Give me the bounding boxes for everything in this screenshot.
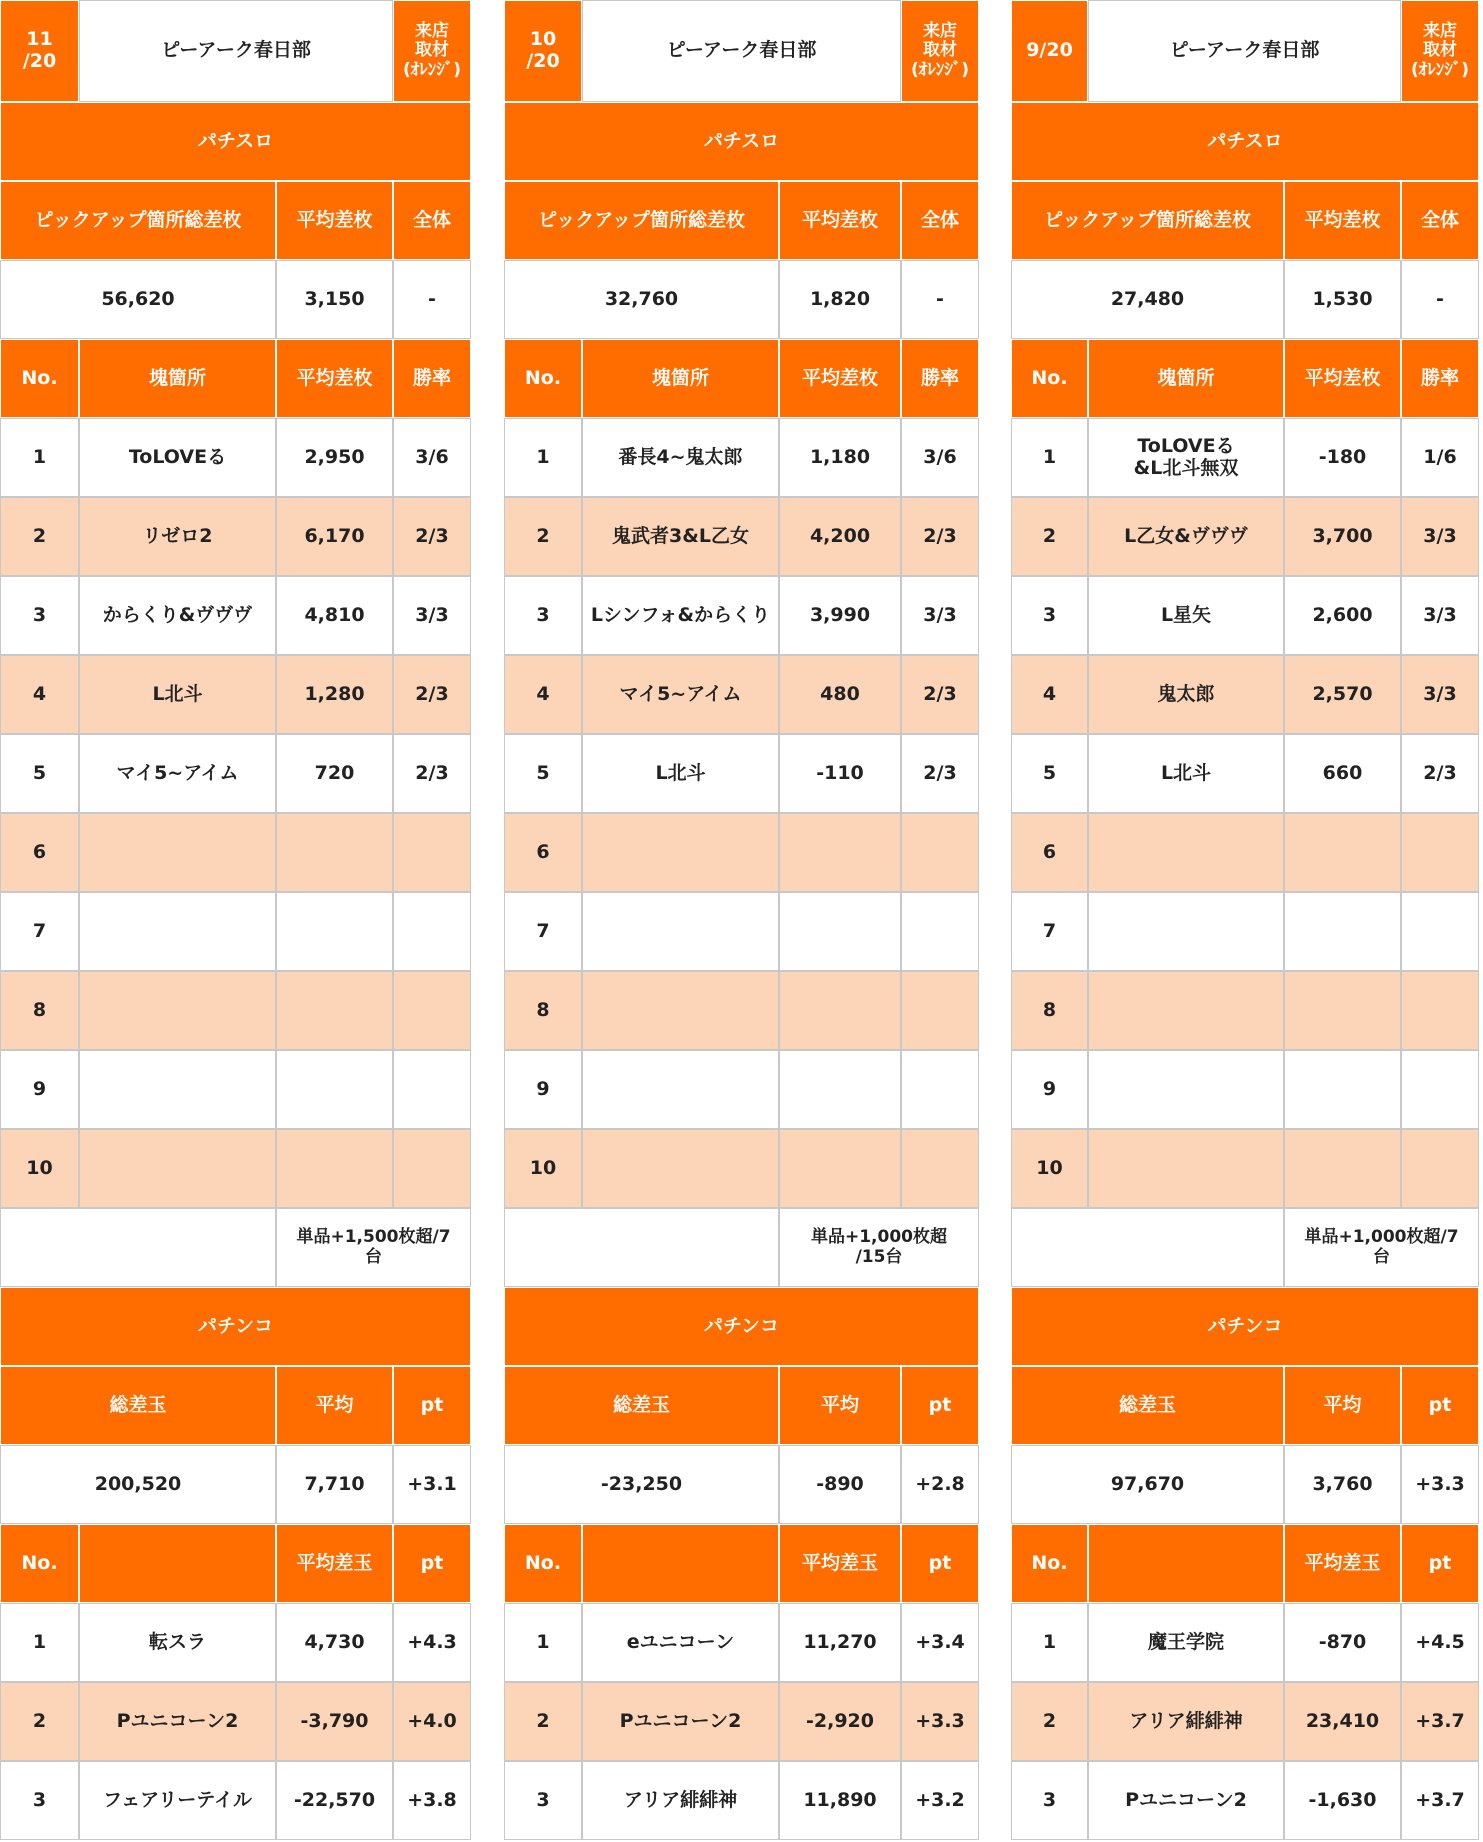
pachinko-table-cell: Pユニコーン2 [582,1682,779,1761]
slot-table-cell [901,1050,979,1129]
slot-table-cell: 3,990 [779,576,901,655]
slot-table-cell: 番長4~鬼太郎 [582,418,779,497]
slot-summary-overall: - [1401,260,1479,339]
pachinko-table-cell: 2 [0,1682,79,1761]
pachinko-table-cell: 1 [504,1603,582,1682]
slot-column-header: No. [1011,339,1088,418]
slot-table-cell [393,813,471,892]
pachinko-table-cell: -1,630 [1284,1761,1401,1840]
pachinko-table-cell: Pユニコーン2 [1088,1761,1284,1840]
slot-table-cell [276,971,393,1050]
slot-table-cell: 3 [504,576,582,655]
pachinko-summary-header-avg: 平均 [779,1366,901,1445]
slot-table-cell: 3/6 [901,418,979,497]
slot-table-cell [1401,813,1479,892]
pachinko-summary-header-total: 総差玉 [504,1366,779,1445]
slot-table-cell [79,1129,276,1208]
slot-table-cell: 8 [504,971,582,1050]
slot-table-cell: 2/3 [393,734,471,813]
pachinko-table-cell: +3.7 [1401,1761,1479,1840]
slot-table-cell [582,813,779,892]
slot-summary-total: 32,760 [504,260,779,339]
date-cell: 11 /20 [0,0,79,102]
pachinko-table-cell: 3 [0,1761,79,1840]
slot-table-cell [393,971,471,1050]
slot-column-header: 塊箇所 [1088,339,1284,418]
slot-table-cell [276,1129,393,1208]
slot-table-cell: 6,170 [276,497,393,576]
slot-note-spacer [0,1208,276,1287]
slot-table-cell: 6 [504,813,582,892]
pachinko-summary-pt: +3.3 [1401,1445,1479,1524]
slot-table-cell: 3 [0,576,79,655]
slot-table-cell [779,1129,901,1208]
pachinko-column-header: 平均差玉 [1284,1524,1401,1603]
report-panel-2 [504,0,979,1842]
pachinko-section-title: パチンコ [504,1287,979,1366]
slot-table-cell: 8 [0,971,79,1050]
pachinko-column-header [79,1524,276,1603]
slot-table-cell [901,892,979,971]
slot-section-title: パチスロ [0,102,471,181]
slot-table-cell: 5 [504,734,582,813]
store-name: ピーアーク春日部 [79,0,393,102]
slot-column-header: 塊箇所 [79,339,276,418]
pachinko-table-cell: 3 [504,1761,582,1840]
slot-table-cell [1284,892,1401,971]
pachinko-column-header: pt [1401,1524,1479,1603]
slot-table-cell: 7 [504,892,582,971]
pachinko-table-cell: +4.0 [393,1682,471,1761]
slot-table-cell [1088,813,1284,892]
pachinko-table-cell: 2 [504,1682,582,1761]
slot-table-cell: 4,810 [276,576,393,655]
slot-table-cell [901,1129,979,1208]
pachinko-summary-pt: +3.1 [393,1445,471,1524]
slot-table-cell [393,1050,471,1129]
slot-table-cell: 10 [1011,1129,1088,1208]
slot-summary-header-overall: 全体 [1401,181,1479,260]
slot-table-cell: 9 [0,1050,79,1129]
slot-table-cell: 3/6 [393,418,471,497]
slot-table-cell: 2/3 [393,497,471,576]
slot-table-cell: 2 [0,497,79,576]
pachinko-column-header: 平均差玉 [276,1524,393,1603]
pachinko-table-cell: +4.3 [393,1603,471,1682]
slot-table-cell [1401,1129,1479,1208]
slot-table-cell: 2/3 [393,655,471,734]
slot-table-cell: 7 [1011,892,1088,971]
slot-table-cell [1401,892,1479,971]
slot-table-cell: 2/3 [901,497,979,576]
pachinko-table-cell: 11,890 [779,1761,901,1840]
slot-table-cell: 2,570 [1284,655,1401,734]
pachinko-column-header: pt [393,1524,471,1603]
slot-table-cell [79,892,276,971]
pachinko-section-title: パチンコ [0,1287,471,1366]
slot-table-cell [901,971,979,1050]
slot-table-cell [1284,971,1401,1050]
slot-table-cell: 1/6 [1401,418,1479,497]
slot-column-header: 勝率 [901,339,979,418]
slot-table-cell: 10 [504,1129,582,1208]
slot-note: 単品+1,000枚超 /15台 [779,1208,979,1287]
slot-table-cell [276,1050,393,1129]
pachinko-table-cell: 23,410 [1284,1682,1401,1761]
slot-table-cell: L北斗 [79,655,276,734]
slot-table-cell: 5 [0,734,79,813]
pachinko-table-cell: -870 [1284,1603,1401,1682]
slot-table-cell [393,892,471,971]
pachinko-table-cell: アリア緋緋神 [1088,1682,1284,1761]
store-name: ピーアーク春日部 [582,0,901,102]
slot-table-cell: 480 [779,655,901,734]
pachinko-summary-header-total: 総差玉 [0,1366,276,1445]
slot-table-cell: ToLOVEる [79,418,276,497]
pachinko-table-cell: +3.8 [393,1761,471,1840]
slot-table-cell [1088,892,1284,971]
slot-table-cell: -180 [1284,418,1401,497]
slot-column-header: No. [504,339,582,418]
slot-table-cell [901,813,979,892]
slot-table-cell: 鬼太郎 [1088,655,1284,734]
pachinko-column-header: 平均差玉 [779,1524,901,1603]
slot-table-cell: 8 [1011,971,1088,1050]
slot-summary-total: 27,480 [1011,260,1284,339]
slot-table-cell: 3/3 [1401,576,1479,655]
pachinko-summary-avg: -890 [779,1445,901,1524]
slot-table-cell: L北斗 [582,734,779,813]
slot-table-cell: 1 [1011,418,1088,497]
slot-table-cell: 2,600 [1284,576,1401,655]
pachinko-column-header: No. [0,1524,79,1603]
slot-table-cell [1284,1050,1401,1129]
slot-table-cell [276,892,393,971]
slot-column-header: 勝率 [1401,339,1479,418]
slot-table-cell [582,1129,779,1208]
pachinko-table-cell: 1 [0,1603,79,1682]
slot-table-cell: 10 [0,1129,79,1208]
pachinko-table-cell: 1 [1011,1603,1088,1682]
pachinko-column-header [1088,1524,1284,1603]
slot-table-cell: 1 [0,418,79,497]
report-panel-1 [0,0,471,1842]
slot-table-cell: 1,280 [276,655,393,734]
pachinko-table-cell: -3,790 [276,1682,393,1761]
store-name: ピーアーク春日部 [1088,0,1401,102]
slot-table-cell: 3 [1011,576,1088,655]
slot-table-cell: 9 [504,1050,582,1129]
slot-table-cell [79,813,276,892]
pachinko-summary-total: 97,670 [1011,1445,1284,1524]
slot-table-cell [582,1050,779,1129]
slot-table-cell: 5 [1011,734,1088,813]
slot-table-cell: 3/3 [1401,655,1479,734]
pachinko-table-cell: 転スラ [79,1603,276,1682]
slot-table-cell [1401,1050,1479,1129]
slot-table-cell: 3/3 [901,576,979,655]
slot-table-cell: 3,700 [1284,497,1401,576]
pachinko-summary-avg: 3,760 [1284,1445,1401,1524]
pachinko-column-header: No. [1011,1524,1088,1603]
coverage-label: 来店 取材 (ｵﾚﾝｼﾞ) [901,0,979,102]
slot-table-cell [1088,971,1284,1050]
slot-table-cell: マイ5~アイム [79,734,276,813]
slot-table-cell: 4,200 [779,497,901,576]
slot-table-cell [1088,1129,1284,1208]
slot-summary-header-overall: 全体 [901,181,979,260]
slot-table-cell: 1 [504,418,582,497]
slot-table-cell [779,971,901,1050]
pachinko-column-header: No. [504,1524,582,1603]
slot-table-cell [276,813,393,892]
pachinko-table-cell: アリア緋緋神 [582,1761,779,1840]
slot-table-cell [1088,1050,1284,1129]
slot-table-cell [779,813,901,892]
slot-table-cell: 2/3 [901,734,979,813]
pachinko-summary-total: -23,250 [504,1445,779,1524]
slot-table-cell: 6 [1011,813,1088,892]
slot-table-cell: マイ5~アイム [582,655,779,734]
slot-table-cell [582,971,779,1050]
coverage-label: 来店 取材 (ｵﾚﾝｼﾞ) [393,0,471,102]
slot-summary-avg: 3,150 [276,260,393,339]
pachinko-summary-pt: +2.8 [901,1445,979,1524]
pachinko-summary-header-pt: pt [393,1366,471,1445]
report-panel-3 [1011,0,1479,1842]
slot-table-cell [79,1050,276,1129]
slot-table-cell: Lシンフォ&からくり [582,576,779,655]
slot-table-cell [779,1050,901,1129]
slot-table-cell: ToLOVEる &L北斗無双 [1088,418,1284,497]
date-cell: 10 /20 [504,0,582,102]
slot-summary-header-total: ピックアップ箇所総差枚 [1011,181,1284,260]
slot-section-title: パチスロ [1011,102,1479,181]
slot-summary-header-overall: 全体 [393,181,471,260]
slot-summary-header-avg: 平均差枚 [276,181,393,260]
pachinko-table-cell: フェアリーテイル [79,1761,276,1840]
slot-table-cell: 4 [504,655,582,734]
pachinko-summary-total: 200,520 [0,1445,276,1524]
slot-table-cell: L北斗 [1088,734,1284,813]
slot-section-title: パチスロ [504,102,979,181]
slot-summary-total: 56,620 [0,260,276,339]
slot-summary-header-avg: 平均差枚 [779,181,901,260]
slot-table-cell [79,971,276,1050]
pachinko-column-header [582,1524,779,1603]
pachinko-table-cell: +3.7 [1401,1682,1479,1761]
pachinko-summary-header-avg: 平均 [1284,1366,1401,1445]
slot-table-cell: L星矢 [1088,576,1284,655]
slot-table-cell [1401,971,1479,1050]
pachinko-table-cell: +3.3 [901,1682,979,1761]
slot-table-cell: 7 [0,892,79,971]
pachinko-section-title: パチンコ [1011,1287,1479,1366]
slot-table-cell: 1,180 [779,418,901,497]
pachinko-table-cell: 2 [1011,1682,1088,1761]
pachinko-table-cell: +3.4 [901,1603,979,1682]
pachinko-column-header: pt [901,1524,979,1603]
pachinko-table-cell: +4.5 [1401,1603,1479,1682]
pachinko-summary-header-pt: pt [1401,1366,1479,1445]
slot-table-cell: 720 [276,734,393,813]
slot-table-cell: 4 [0,655,79,734]
pachinko-table-cell: -2,920 [779,1682,901,1761]
slot-table-cell: 3/3 [393,576,471,655]
slot-table-cell: 鬼武者3&L乙女 [582,497,779,576]
coverage-label: 来店 取材 (ｵﾚﾝｼﾞ) [1401,0,1479,102]
slot-table-cell: 2/3 [901,655,979,734]
slot-table-cell: 660 [1284,734,1401,813]
slot-column-header: 塊箇所 [582,339,779,418]
slot-table-cell: 2/3 [1401,734,1479,813]
slot-summary-overall: - [393,260,471,339]
slot-table-cell: -110 [779,734,901,813]
pachinko-table-cell: -22,570 [276,1761,393,1840]
pachinko-table-cell: +3.2 [901,1761,979,1840]
slot-column-header: 平均差枚 [779,339,901,418]
date-cell: 9/20 [1011,0,1088,102]
slot-summary-avg: 1,530 [1284,260,1401,339]
slot-column-header: No. [0,339,79,418]
slot-note-spacer [1011,1208,1284,1287]
slot-table-cell: 2,950 [276,418,393,497]
slot-column-header: 勝率 [393,339,471,418]
slot-table-cell: L乙女&ヴヴヴ [1088,497,1284,576]
pachinko-table-cell: Pユニコーン2 [79,1682,276,1761]
slot-table-cell: 9 [1011,1050,1088,1129]
slot-table-cell [779,892,901,971]
slot-table-cell: 3/3 [1401,497,1479,576]
slot-table-cell [582,892,779,971]
slot-table-cell: 2 [1011,497,1088,576]
slot-note: 単品+1,500枚超/7 台 [276,1208,471,1287]
slot-summary-header-total: ピックアップ箇所総差枚 [504,181,779,260]
slot-summary-header-avg: 平均差枚 [1284,181,1401,260]
slot-summary-avg: 1,820 [779,260,901,339]
slot-table-cell [393,1129,471,1208]
pachinko-summary-header-avg: 平均 [276,1366,393,1445]
slot-column-header: 平均差枚 [276,339,393,418]
slot-table-cell [1284,1129,1401,1208]
slot-note-spacer [504,1208,779,1287]
slot-table-cell [1284,813,1401,892]
pachinko-summary-header-pt: pt [901,1366,979,1445]
slot-table-cell: からくり&ヴヴヴ [79,576,276,655]
slot-column-header: 平均差枚 [1284,339,1401,418]
slot-table-cell: 4 [1011,655,1088,734]
pachinko-table-cell: 11,270 [779,1603,901,1682]
slot-table-cell: 2 [504,497,582,576]
slot-table-cell: リゼロ2 [79,497,276,576]
pachinko-table-cell: 4,730 [276,1603,393,1682]
pachinko-summary-header-total: 総差玉 [1011,1366,1284,1445]
slot-note: 単品+1,000枚超/7 台 [1284,1208,1479,1287]
pachinko-table-cell: 魔王学院 [1088,1603,1284,1682]
pachinko-table-cell: eユニコーン [582,1603,779,1682]
slot-summary-overall: - [901,260,979,339]
slot-table-cell: 6 [0,813,79,892]
pachinko-table-cell: 3 [1011,1761,1088,1840]
slot-summary-header-total: ピックアップ箇所総差枚 [0,181,276,260]
pachinko-summary-avg: 7,710 [276,1445,393,1524]
